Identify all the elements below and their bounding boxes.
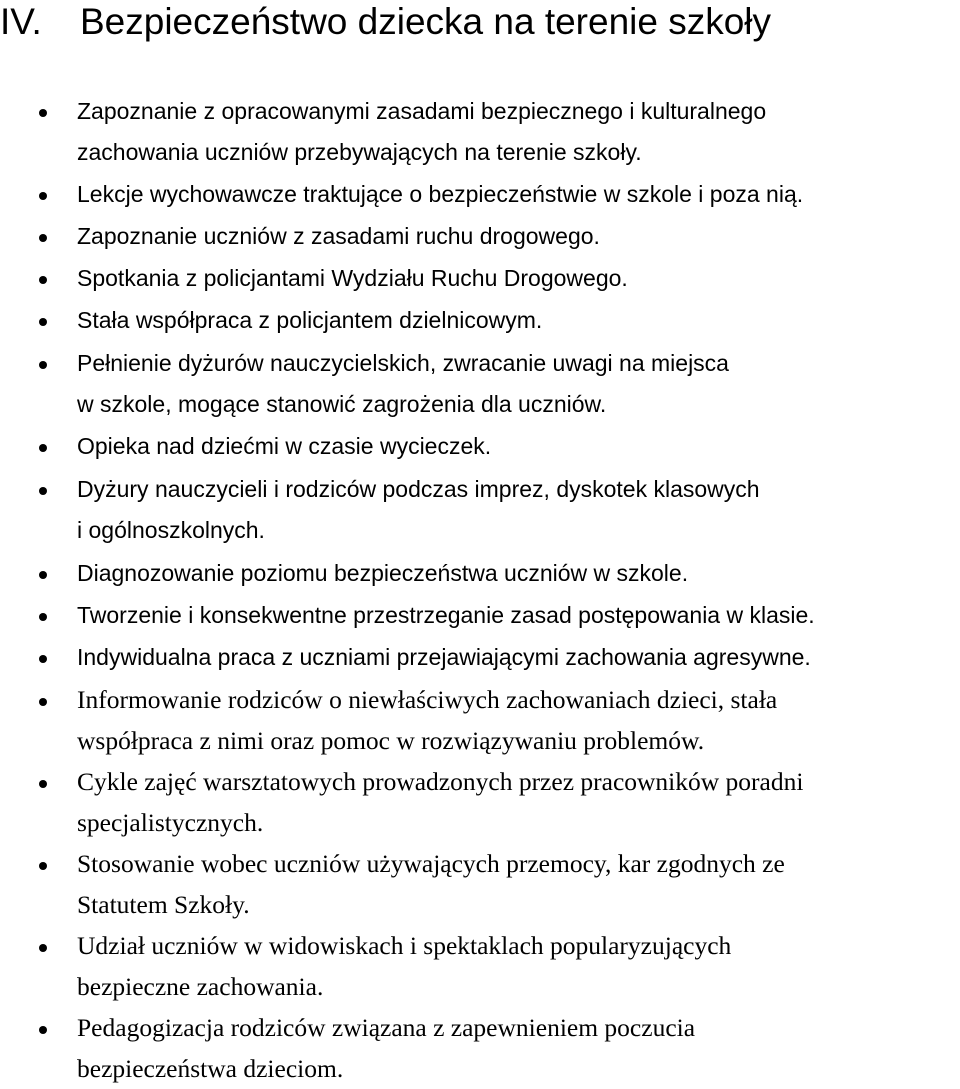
bullet-icon — [39, 780, 47, 788]
list-item-text: Opieka nad dziećmi w czasie wycieczek. — [77, 433, 492, 459]
section-title: Bezpieczeństwo dziecka na terenie szkoły — [80, 1, 772, 42]
bullet-icon — [39, 276, 47, 284]
list-item-text: Indywidualna praca z uczniami przejawiającymi zachowania agresywne. — [77, 644, 811, 670]
list-item-text: specjalistycznych. — [77, 808, 264, 837]
bullet-icon — [39, 487, 47, 495]
list-item-text: Spotkania z policjantami Wydziału Ruchu Drogowego. — [77, 265, 628, 291]
bullet-icon — [39, 109, 47, 117]
bullet-icon — [39, 444, 47, 452]
list-item-text: Diagnozowanie poziomu bezpieczeństwa uczniów w szkole. — [77, 560, 689, 586]
bullet-icon — [39, 192, 47, 200]
list-item-text: Dyżury nauczycieli i rodziców podczas imprez, dyskotek klasowych — [77, 476, 760, 502]
bullet-icon — [39, 698, 47, 706]
bullet-icon — [39, 234, 47, 242]
list-item-text: Statutem Szkoły. — [77, 890, 250, 919]
section-heading — [0, 0, 960, 48]
list-item-text: Stosowanie wobec uczniów używających przemocy, kar zgodnych ze — [77, 849, 785, 878]
list-item-text: Pedagogizacja rodziców związana z zapewnieniem poczucia — [77, 1013, 696, 1042]
list-item-text: Lekcje wychowawcze traktujące o bezpieczeństwie w szkole i poza nią. — [77, 181, 804, 207]
list-item-text: Stała współpraca z policjantem dzielnicowym. — [77, 307, 543, 333]
list-item-text: Udział uczniów w widowiskach i spektaklach popularyzujących — [77, 931, 732, 960]
list-item-text: współpraca z nimi oraz pomoc w rozwiązywaniu problemów. — [77, 726, 705, 755]
list-item-text: i ogólnoszkolnych. — [77, 517, 265, 543]
bullet-icon — [39, 862, 47, 870]
list-item-text: Tworzenie i konsekwentne przestrzeganie zasad postępowania w klasie. — [77, 602, 815, 628]
bullet-icon — [39, 571, 47, 579]
list-item-text: w szkole, mogące stanowić zagrożenia dla uczniów. — [77, 391, 607, 417]
list-item-text: Zapoznanie uczniów z zasadami ruchu drogowego. — [77, 223, 600, 249]
list-item-text: Pełnienie dyżurów nauczycielskich, zwracanie uwagi na miejsca — [77, 350, 729, 376]
section-number: IV. — [0, 1, 42, 42]
list-item-text: Zapoznanie z opracowanymi zasadami bezpiecznego i kulturalnego — [77, 98, 767, 124]
list-item-text: Informowanie rodziców o niewłaściwych zachowaniach dzieci, stała — [77, 685, 778, 714]
bullet-icon — [39, 613, 47, 621]
bullet-icon — [39, 318, 47, 326]
list-item-text: bezpieczeństwa dzieciom. — [77, 1054, 344, 1083]
list-item-text: Cykle zajęć warsztatowych prowadzonych przez pracowników poradni — [77, 767, 804, 796]
bullet-icon — [39, 655, 47, 663]
bullet-icon — [39, 361, 47, 369]
list-item-text: zachowania uczniów przebywających na terenie szkoły. — [77, 139, 642, 165]
bullet-icon — [39, 1026, 47, 1034]
list-item-text: bezpieczne zachowania. — [77, 972, 324, 1001]
bullet-icon — [39, 944, 47, 952]
